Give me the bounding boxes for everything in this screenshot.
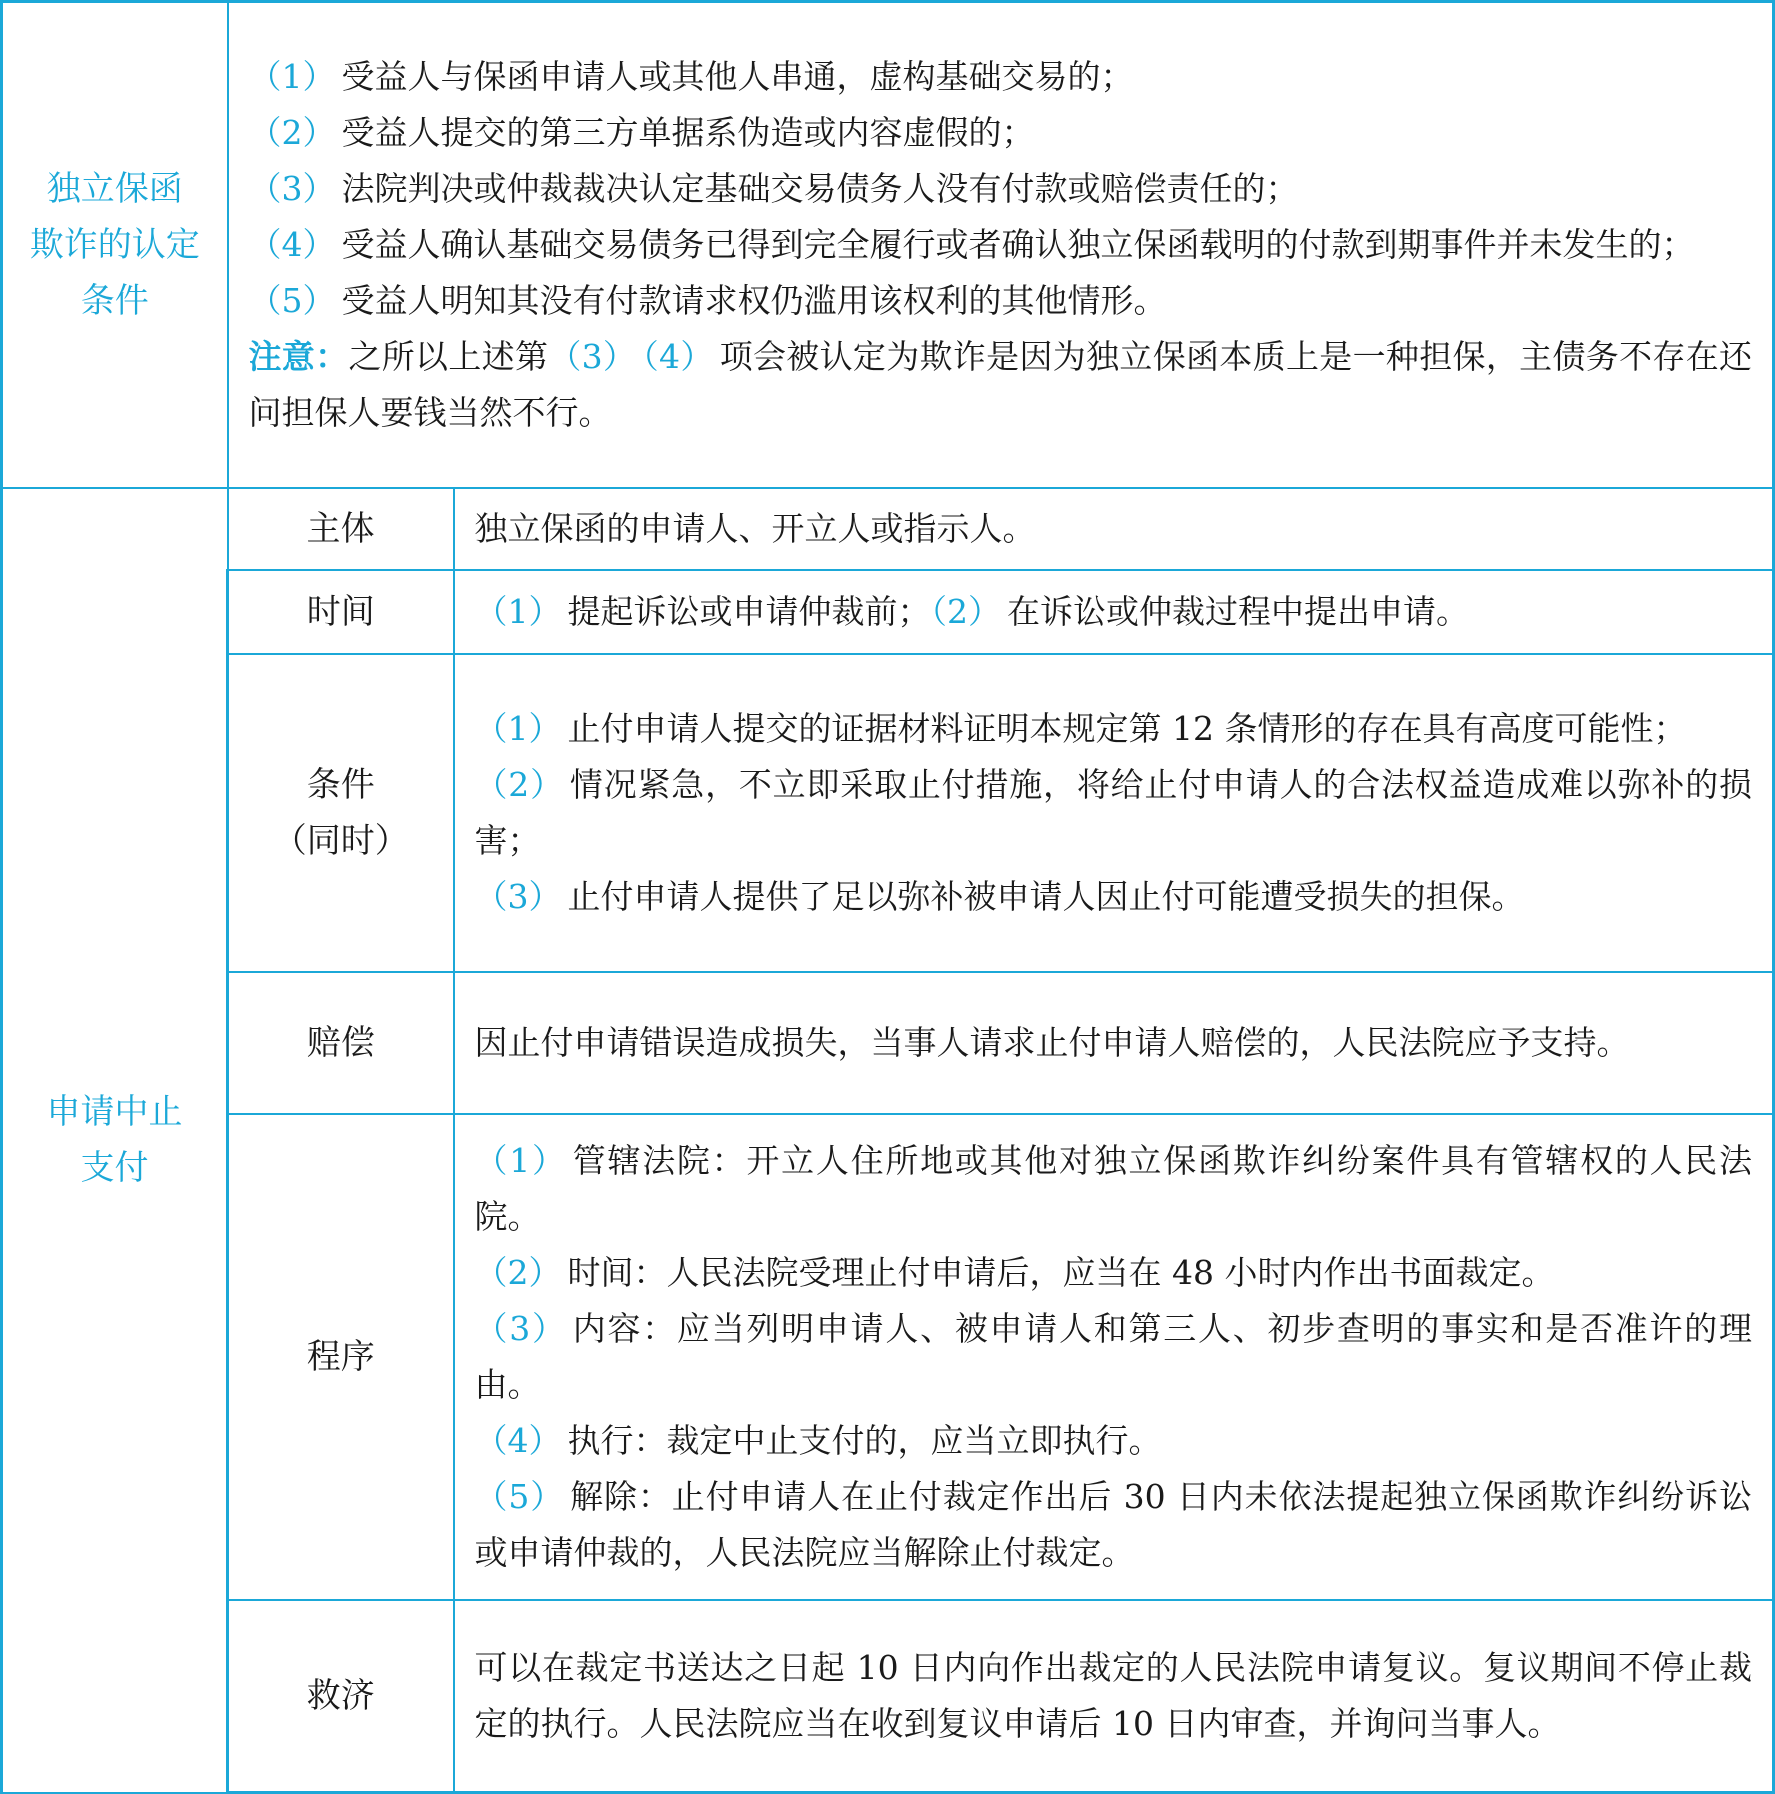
item-number: （2） bbox=[930, 591, 1001, 631]
remedy-row bbox=[2, 1600, 1774, 1793]
fraud-category-cell bbox=[2, 2, 228, 488]
item-number: （3） bbox=[248, 168, 336, 208]
fraud-category-line-1: 独立保函 bbox=[46, 168, 183, 209]
compensation-text bbox=[454, 972, 1774, 1114]
condition-item bbox=[475, 701, 1753, 757]
item-text: 解除：止付申请人在止付裁定作出后 30 日内未依法提起独立保函欺诈纠纷诉讼或申请仲裁的，人民法院应当解除止付裁定。 bbox=[474, 1476, 1752, 1572]
item-number: （2） bbox=[474, 764, 564, 804]
item-text: 受益人确认基础交易债务已得到完全履行或者确认独立保函载明的付款到期事件并未发生的； bbox=[341, 224, 1695, 264]
compensation-text-content: 因止付申请错误造成损失，当事人请求止付申请人赔偿的，人民法院应予支持。 bbox=[474, 1022, 1630, 1062]
item-text: 受益人与保函申请人或其他人串通，虚构基础交易的； bbox=[341, 56, 1134, 96]
time-label: 时间 bbox=[228, 570, 454, 654]
conditions-row bbox=[2, 654, 1774, 972]
item-text: 提起诉讼或申请仲裁前； bbox=[567, 591, 931, 631]
conditions-label-line-1: 条件 bbox=[306, 764, 375, 805]
suspension-category-line-1: 申请中止 bbox=[46, 1092, 183, 1132]
fraud-conditions-cell bbox=[228, 2, 1774, 488]
fraud-category-line-2: 欺诈的认定 bbox=[29, 224, 200, 265]
note-label: 注意： bbox=[248, 336, 349, 376]
procedure-item bbox=[475, 1301, 1753, 1413]
item-number: （4） bbox=[474, 1420, 562, 1460]
procedure-label: 程序 bbox=[228, 1114, 454, 1600]
note-text-after: 项会被认定为欺诈是因为独立保函本质上是一种担保，主债务不存在还问担保人要钱当然不行。 bbox=[248, 336, 1753, 432]
item-text: 法院判决或仲裁裁决认定基础交易债务人没有付款或赔偿责任的； bbox=[341, 168, 1299, 208]
remedy-text bbox=[454, 1600, 1774, 1793]
item-text: 时间：人民法院受理止付申请后，应当在 48 小时内作出书面裁定。 bbox=[567, 1252, 1555, 1292]
suspension-category-line-2: 支付 bbox=[80, 1148, 149, 1188]
condition-item bbox=[475, 757, 1753, 869]
fraud-item bbox=[249, 105, 1753, 161]
item-text: 管辖法院：开立人住所地或其他对独立保函欺诈纠纷案件具有管辖权的人民法院。 bbox=[474, 1140, 1753, 1236]
item-number: （3） bbox=[474, 876, 562, 916]
item-number: （4） bbox=[248, 224, 336, 264]
compensation-row bbox=[2, 972, 1774, 1114]
fraud-item bbox=[249, 273, 1753, 329]
item-text: 止付申请人提交的证据材料证明本规定第 12 条情形的存在具有高度可能性； bbox=[567, 708, 1687, 748]
fraud-conditions-row bbox=[2, 2, 1774, 488]
time-text bbox=[454, 570, 1774, 654]
item-text: 止付申请人提供了足以弥补被申请人因止付可能遭受损失的担保。 bbox=[567, 876, 1525, 916]
procedure-row bbox=[2, 1114, 1774, 1600]
fraud-item bbox=[249, 161, 1753, 217]
subject-text-content: 独立保函的申请人、开立人或指示人。 bbox=[474, 508, 1036, 548]
fraud-note bbox=[249, 329, 1753, 441]
item-text: 受益人提交的第三方单据系伪造或内容虚假的； bbox=[341, 112, 1035, 152]
fraud-category-line-3: 条件 bbox=[80, 280, 149, 321]
subject-row bbox=[2, 488, 1774, 570]
conditions-label-line-2: （同时） bbox=[272, 820, 409, 861]
item-number: （1） bbox=[474, 708, 562, 748]
item-number: （1） bbox=[474, 591, 562, 631]
fraud-item bbox=[249, 217, 1753, 273]
item-number: （5） bbox=[474, 1476, 565, 1516]
procedure-item bbox=[475, 1413, 1753, 1469]
subject-label: 主体 bbox=[228, 488, 454, 570]
item-number: （2） bbox=[248, 112, 336, 152]
note-ref-2: （4） bbox=[642, 336, 714, 376]
subject-text bbox=[454, 488, 1774, 570]
compensation-label: 赔偿 bbox=[228, 972, 454, 1114]
procedure-item bbox=[475, 1245, 1753, 1301]
note-text-before: 之所以上述第 bbox=[348, 336, 549, 376]
time-content bbox=[475, 584, 1753, 640]
time-row bbox=[2, 570, 1774, 654]
item-number: （5） bbox=[248, 280, 336, 320]
note-ref-1: （3） bbox=[548, 336, 637, 376]
item-number: （3） bbox=[474, 1308, 567, 1348]
item-number: （1） bbox=[474, 1140, 567, 1180]
fraud-item bbox=[249, 49, 1753, 105]
suspension-category-cell bbox=[2, 488, 228, 1793]
item-number: （2） bbox=[474, 1252, 562, 1292]
conditions-label bbox=[228, 654, 454, 972]
item-number: （1） bbox=[248, 56, 336, 96]
item-text: 在诉讼或仲裁过程中提出申请。 bbox=[1007, 591, 1469, 631]
procedure-item bbox=[475, 1133, 1753, 1245]
conditions-text bbox=[454, 654, 1774, 972]
remedy-text-content: 可以在裁定书送达之日起 10 日内向作出裁定的人民法院申请复议。复议期间不停止裁定的执行。人民法院应当在收到复议申请后 10 日内审查，并询问当事人。 bbox=[474, 1647, 1752, 1743]
procedure-text bbox=[454, 1114, 1774, 1600]
condition-item bbox=[475, 869, 1753, 925]
remedy-label: 救济 bbox=[228, 1600, 454, 1793]
procedure-item bbox=[475, 1469, 1753, 1581]
item-text: 内容：应当列明申请人、被申请人和第三人、初步查明的事实和是否准许的理由。 bbox=[474, 1308, 1753, 1404]
item-text: 执行：裁定中止支付的，应当立即执行。 bbox=[567, 1420, 1162, 1460]
item-text: 受益人明知其没有付款请求权仍滥用该权利的其他情形。 bbox=[341, 280, 1167, 320]
item-text: 情况紧急，不立即采取止付措施，将给止付申请人的合法权益造成难以弥补的损害； bbox=[474, 764, 1752, 860]
